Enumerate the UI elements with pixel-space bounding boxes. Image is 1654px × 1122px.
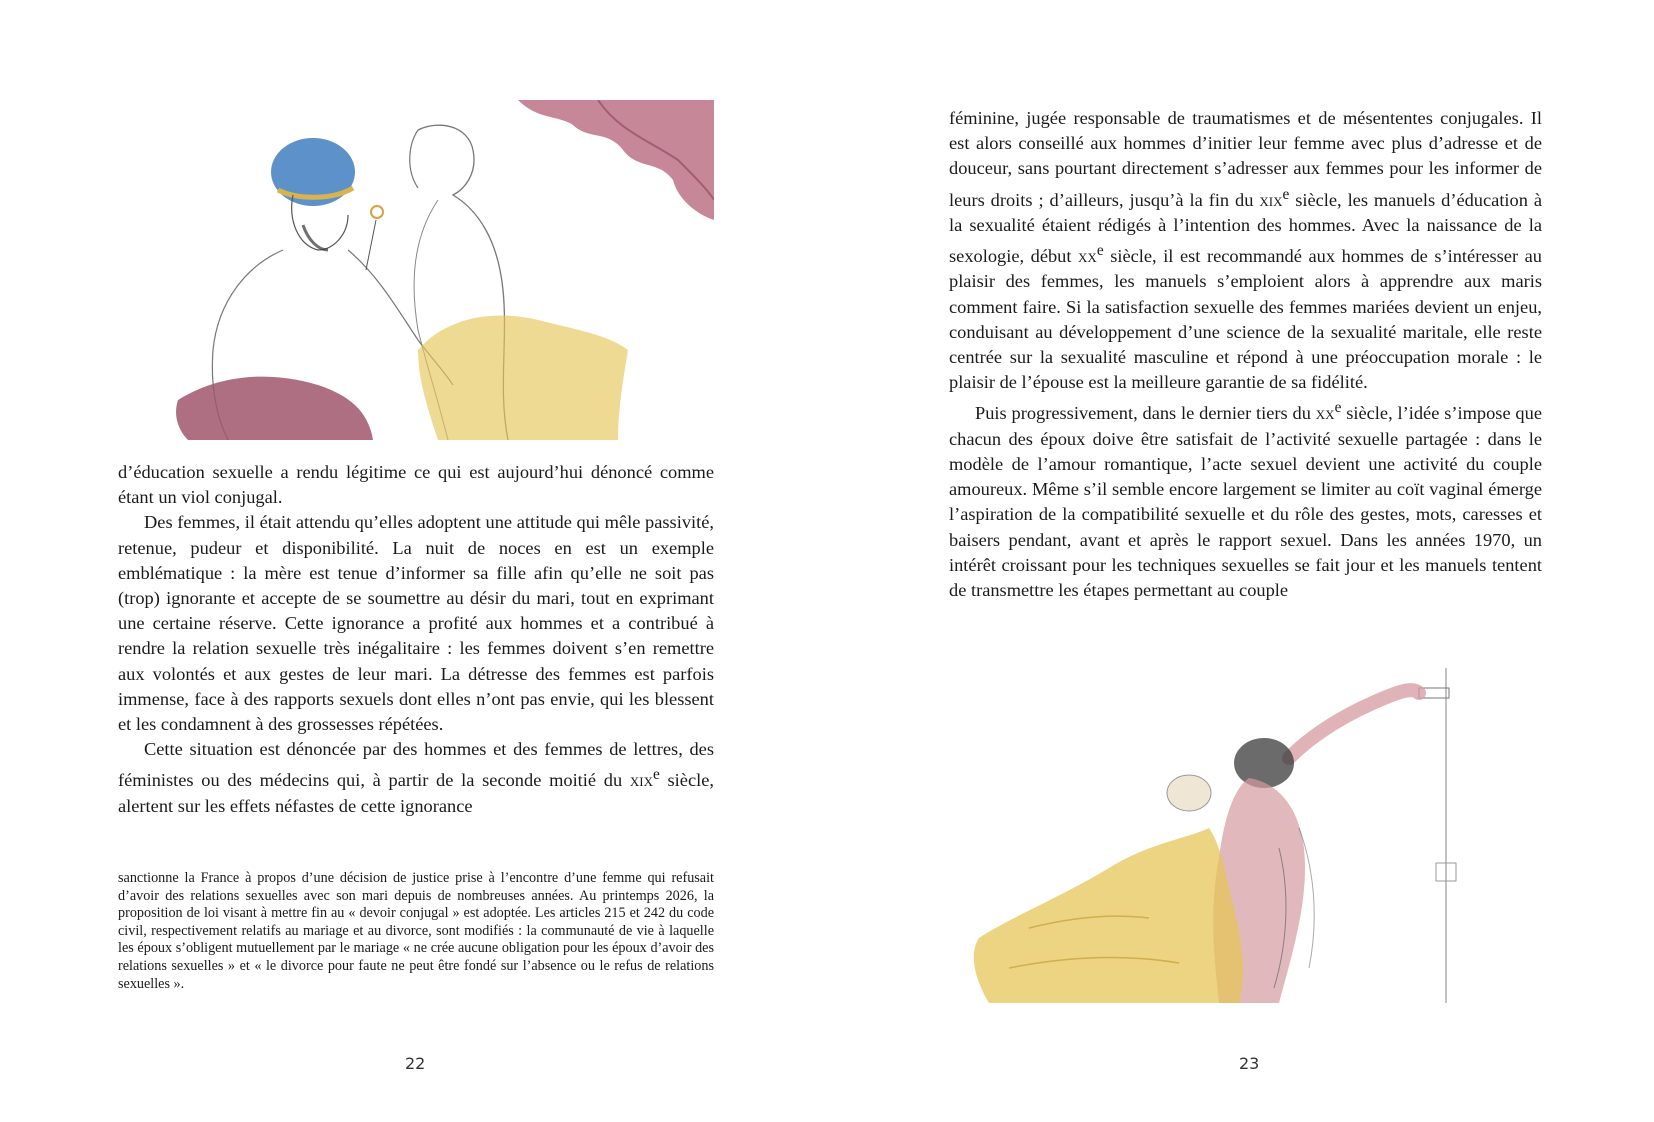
text-span: siècle, alertent sur les effets néfastes de cette ignorance <box>118 770 714 816</box>
century-sup: e <box>1282 185 1290 203</box>
footnote-text: sanctionne la France à propos d’une décision de justice prise à l’encontre d’une femme qui refusait d’avoir des relations sexuelles avec son mari depuis de nombreuses années. Au printemps 2026, la proposition de loi visant à mettre fin au « devoir conjugal » est adoptée. Les articles 215 et 242 du code civil, respectivement relatifs au mariage et au divorce, sont modifiés : la communauté de vie à laquelle les époux s’obligent mutuellement par le mariage « ne crée aucune obligation pour les époux d’avoir des relations sexuelles » et « le divorce pour faute ne peut être fondé sur l’absence ou le refus de relations sexuelles ». <box>118 870 714 992</box>
illustration-embracing-couple <box>949 668 1549 1003</box>
text-span: siècle, il est recommandé aux hommes de s’intéresser au plaisir des femmes, les manuels s’emploient alors à apprendre aux maris comment faire. Si la satisfaction sexuelle des femmes mariées devient un enjeu, conduisant au développement d’une science de la sexualité maritale, elle reste centrée sur la sexualité masculine et répond à une préoccupation morale : le plaisir de l’épouse est la meilleure garantie de sa fidélité. <box>949 246 1542 393</box>
century-numeral: xix <box>629 770 653 791</box>
text-span: siècle, l’idée s’impose que chacun des époux doive être satisfait de l’activité sexuelle partagée : dans le modèle de l’amour romantique, l’acte sexuel devient une activité du couple amoureux. Même s’il semble encore largement se limiter au coït vaginal émerge l’aspiration de la compatibilité sexuelle et du rôle des gestes, mots, caresses et baisers pendant, avant et après le rapport sexuel. Dans les années 1970, un intérêt croissant pour les techniques sexuelles se fait jour et les manuels tentent de transmettre les étapes permettant au couple <box>949 403 1542 601</box>
century-numeral: xx <box>1315 403 1335 424</box>
footnote <box>118 870 714 993</box>
right-page <box>827 0 1654 1122</box>
illustration-couple-with-flower <box>118 100 714 440</box>
paragraph-progressively <box>949 395 1542 603</box>
century-numeral: xix <box>1259 189 1283 210</box>
text-span: siècle, les manuels d’éducation à la sexualité étaient rédigés à l’intention des hommes. Avec la naissance de la sexologie, début <box>949 189 1543 267</box>
left-body-text <box>118 460 714 819</box>
century-sup: e <box>1096 242 1104 260</box>
century-numeral: xx <box>1078 246 1097 267</box>
text-span: Puis progressivement, dans le dernier tiers du <box>975 403 1316 424</box>
paragraph-feminine-ignorance <box>949 106 1542 395</box>
text-span: féminine, jugée responsable de traumatismes et de mésententes conjugales. Il est alors conseillé aux hommes d’initier leur femme avec plus d’adresse et de douceur, sans pourtant directement s’adresser aux femmes pour les informer de leurs droits ; d’ailleurs, jusqu’à la fin du <box>949 108 1542 210</box>
right-body-text <box>949 106 1542 603</box>
paragraph-denunciation <box>118 737 714 819</box>
page-number-right: 23 <box>1239 1054 1260 1073</box>
paragraph-women-attitude: Des femmes, il était attendu qu’elles adoptent une attitude qui mêle passivité, retenue, pudeur et disponibilité. La nuit de noces en est un exemple emblématique : la mère est tenue d’informer sa fille afin qu’elle ne soit pas (trop) ignorante et accepte de se soumettre au désir du mari, tout en exprimant une certaine réserve. Cette ignorance a profité aux hommes et a contribué à rendre la relation sexuelle très inégalitaire : les femmes doivent s’en remettre aux volontés et aux gestes de leur mari. La détresse des femmes est parfois immense, face à des rapports sexuels dont elles n’ont pas envie, qui les blessent et les condamnent à des grossesses répétées. <box>118 512 714 735</box>
century-sup: e <box>1334 399 1342 417</box>
text-span: Cette situation est dénoncée par des hommes et des femmes de lettres, des féministes ou des médecins qui, à partir de la seconde moitié du <box>118 739 714 791</box>
page-number-left: 22 <box>405 1054 426 1073</box>
century-sup: e <box>653 766 660 784</box>
paragraph-continuation: d’éducation sexuelle a rendu légitime ce qui est aujourd’hui dénoncé comme étant un viol conjugal. <box>118 462 714 508</box>
